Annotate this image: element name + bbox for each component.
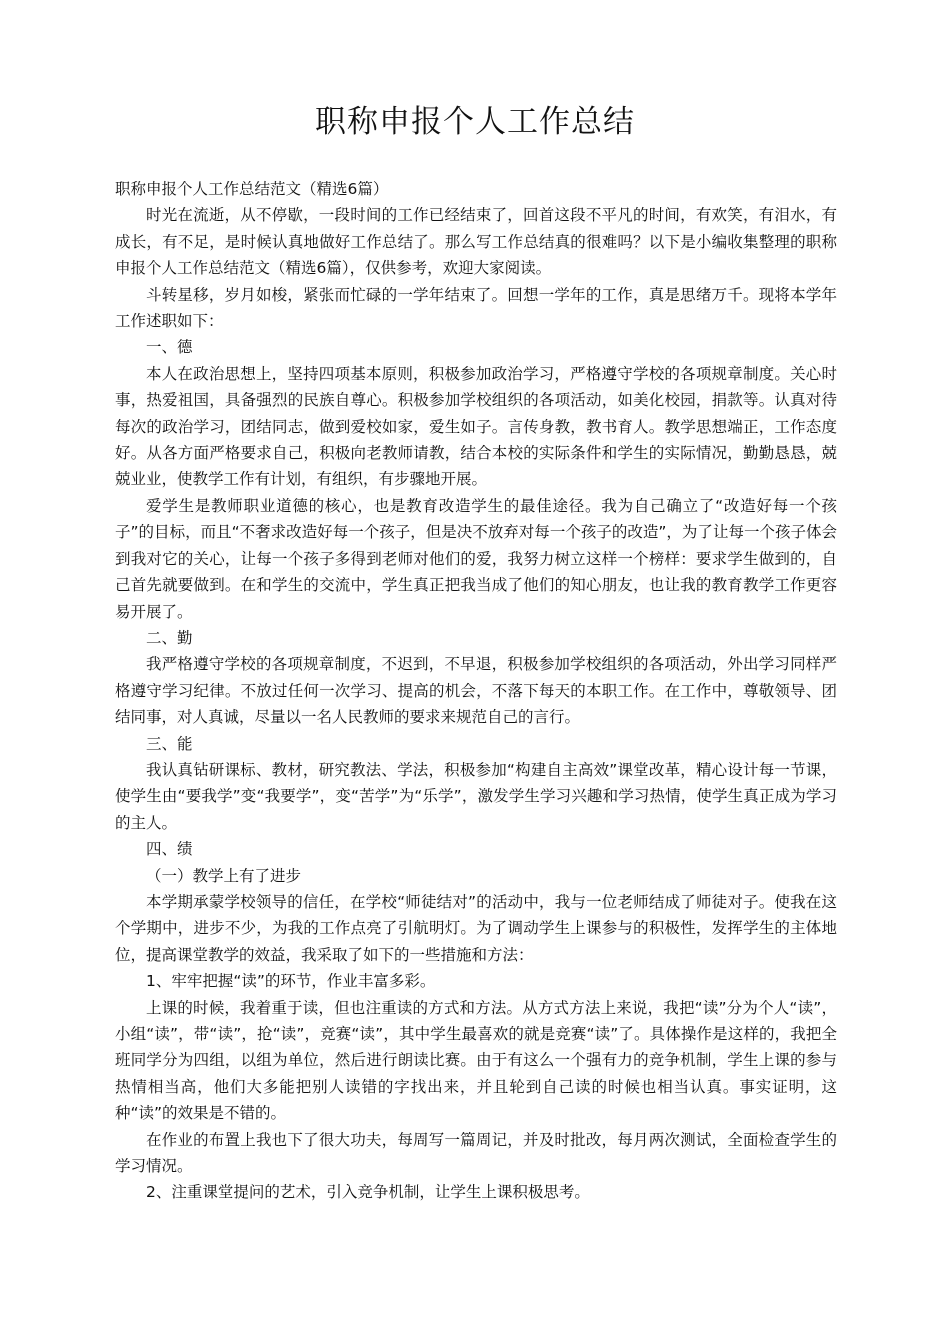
section-heading-morality: 一、德 [146,338,193,357]
opening-paragraph: 斗转星移，岁月如梭，紧张而忙碌的一学年结束了。回想一学年的工作，真是思绪万千。现将本学年工作述职如下： [115,285,837,331]
measure-1-heading: 1、牢牢把握“读”的环节，作业丰富多彩。 [146,972,436,991]
morality-paragraph: 本人在政治思想上，坚持四项基本原则，积极参加政治学习，严格遵守学校的各项规章制度。关心时事，热爱祖国，具备强烈的民族自尊心。积极参加学校组织的各项活动，如美化校园，捐款等。认真对待每次的政治学习，团结同志，做到爱校如家，爱生如子。言传身教，教书育人。教学思想端正，工作态度好。从各方面严格要求自己，积极向老教师请教，结合本校的实际条件和学生的实际情况，勤勤恳恳，兢兢业业，使教学工作有计划，有组织，有步骤地开展。 [115,364,837,489]
document-title: 职称申报个人工作总结 [315,104,635,140]
document-body [115,176,837,1206]
diligence-paragraph: 我严格遵守学校的各项规章制度，不迟到，不早退，积极参加学校组织的各项活动，外出学习同样严格遵守学习纪律。不放过任何一次学习、提高的机会，不落下每天的本职工作。在工作中，尊敬领导、团结同事，对人真诚，尽量以一名人民教师的要求来规范自己的言行。 [115,655,837,727]
section-heading-diligence: 二、勤 [146,628,193,647]
subsection-heading-teaching: （一）教学上有了进步 [146,866,302,885]
ability-paragraph: 我认真钻研课标、教材，研究教法、学法，积极参加“构建自主高效”课堂改革，精心设计每一节课，使学生由“要我学”变“我要学”，变“苦学”为“乐学”，激发学生学习兴趣和学习热情，使学生真正成为学习的主人。 [115,760,837,832]
measure-2-heading: 2、注重课堂提问的艺术，引入竞争机制，让学生上课积极思考。 [146,1183,590,1202]
love-students-paragraph: 爱学生是教师职业道德的核心，也是教育改造学生的最佳途径。我为自己确立了“改造好每一个孩子”的目标，而且“不奢求改造好每一个孩子，但是决不放弃对每一个孩子的改造”，为了让每一个孩子体会到我对它的关心，让每一个孩子多得到老师对他们的爱，我努力树立这样一个榜样：要求学生做到的，自己首先就要做到。在和学生的交流中，学生真正把我当成了他们的知心朋友，也让我的教育教学工作更容易开展了。 [115,496,837,621]
section-heading-ability: 三、能 [146,734,193,753]
intro-paragraph: 时光在流逝，从不停歇，一段时间的工作已经结束了，回首这段不平凡的时间，有欢笑，有泪水，有成长，有不足，是时候认真地做好工作总结了。那么写工作总结真的很难吗？以下是小编收集整理的职称申报个人工作总结范文（精选6篇），仅供参考，欢迎大家阅读。 [115,206,837,278]
section-heading-achievement: 四、绩 [146,840,193,859]
homework-paragraph: 在作业的布置上我也下了很大功夫，每周写一篇周记，并及时批改，每月两次测试，全面检查学生的学习情况。 [115,1130,837,1176]
mentorship-paragraph: 本学期承蒙学校领导的信任，在学校“师徒结对”的活动中，我与一位老师结成了师徒对子。使我在这个学期中，进步不少，为我的工作点亮了引航明灯。为了调动学生上课参与的积极性，发挥学生的主体地位，提高课堂教学的效益，我采取了如下的一些措施和方法： [115,892,837,964]
reading-paragraph: 上课的时候，我着重于读，但也注重读的方式和方法。从方式方法上来说，我把“读”分为个人“读”，小组“读”，带“读”，抢“读”，竞赛“读”，其中学生最喜欢的就是竞赛“读”了。具体操作是这样的，我把全班同学分为四组，以组为单位，然后进行朗读比赛。由于有这么一个强有力的竞争机制，学生上课的参与热情相当高，他们大多能把别人读错的字找出来，并且轮到自己读的时候也相当认真。事实证明，这种“读”的效果是不错的。 [115,998,837,1123]
subtitle-paragraph: 职称申报个人工作总结范文（精选6篇） [115,180,389,198]
